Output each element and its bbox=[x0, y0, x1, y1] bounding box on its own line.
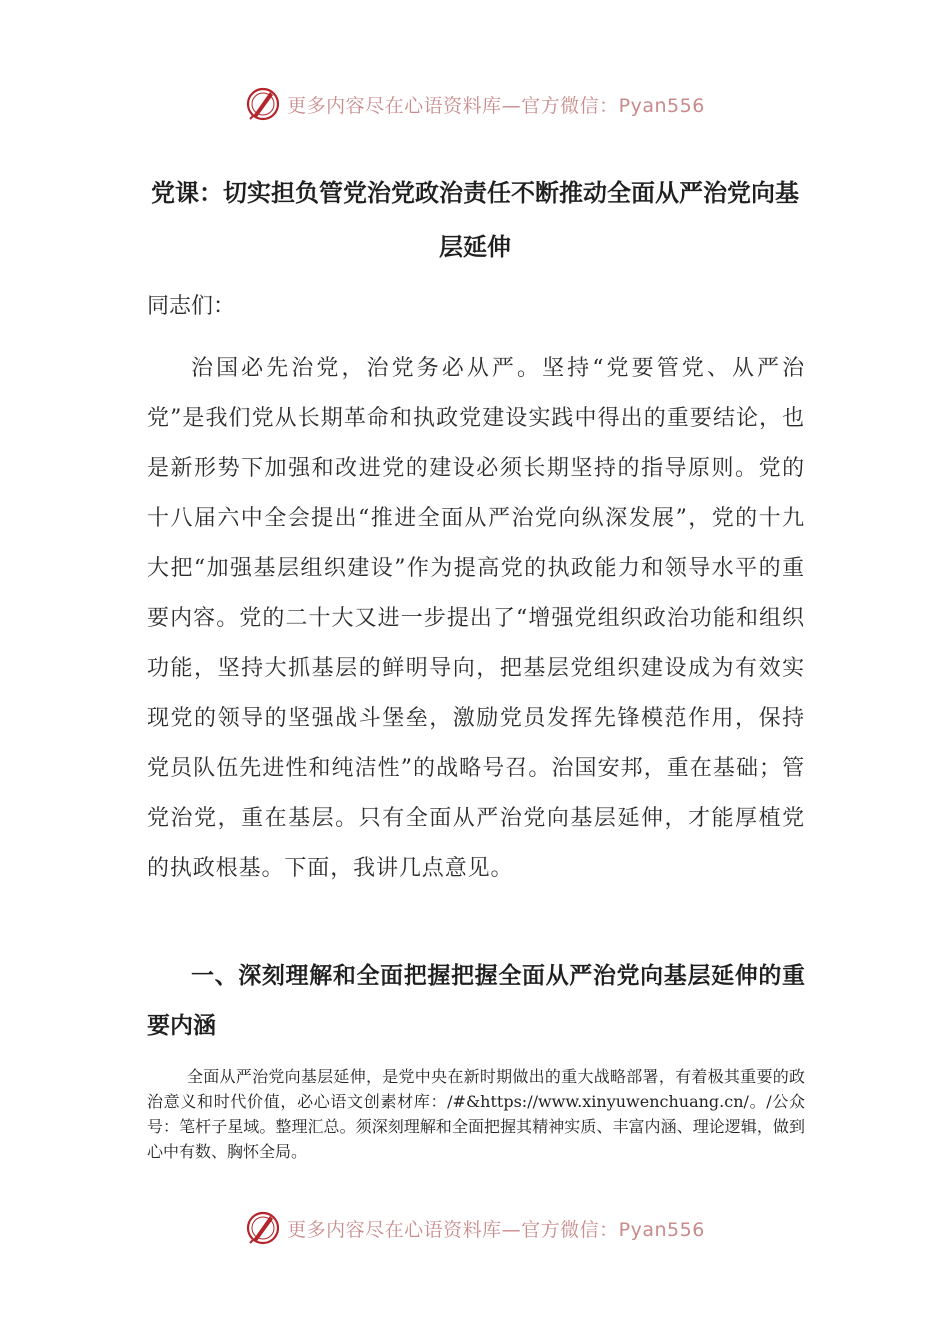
quill-pen-logo-icon bbox=[245, 1210, 281, 1246]
greeting: 同志们： bbox=[147, 294, 236, 319]
watermark-banner-bottom bbox=[0, 1208, 950, 1248]
watermark-banner-top bbox=[0, 84, 950, 124]
watermark-text: 更多内容尽在心语资料库—官方微信：Pyan556 bbox=[287, 94, 705, 117]
watermark-text: 更多内容尽在心语资料库—官方微信：Pyan556 bbox=[287, 1218, 705, 1241]
quill-pen-logo-icon bbox=[245, 86, 281, 122]
section-heading-1: 一、深刻理解和全面把握把握全面从严治党向基层延伸的重要内涵 bbox=[147, 963, 805, 1039]
paragraph-section-1: 全面从严治党向基层延伸，是党中央在新时期做出的重大战略部署，有着极其重要的政治意义和时代价值，必心语文创素材库：/#&https://www.xinyuwenchuang.cn/。/公众号：笔杆子星域。整理汇总。须深刻理解和全面把握其精神实质、丰富内涵、理论逻辑，做到心中有数、胸怀全局。 bbox=[147, 1067, 805, 1161]
document-title: 党课：切实担负管党治党政治责任不断推动全面从严治党向基层延伸 bbox=[151, 179, 799, 261]
paragraph-intro: 治国必先治党，治党务必从严。坚持“党要管党、从严治党”是我们党从长期革命和执政党建设实践中得出的重要结论，也是新形势下加强和改进党的建设必须长期坚持的指导原则。党的十八届六中全会提出“推进全面从严治党向纵深发展”，党的十九大把“加强基层组织建设”作为提高党的执政能力和领导水平的重要内容。党的二十大又进一步提出了“增强党组织政治功能和组织功能，坚持大抓基层的鲜明导向，把基层党组织建设成为有效实现党的领导的坚强战斗堡垒，激励党员发挥先锋模范作用，保持党员队伍先进性和纯洁性”的战略号召。治国安邦，重在基础；管党治党，重在基层。只有全面从严治党向基层延伸，才能厚植党的执政根基。下面，我讲几点意见。 bbox=[147, 356, 805, 881]
